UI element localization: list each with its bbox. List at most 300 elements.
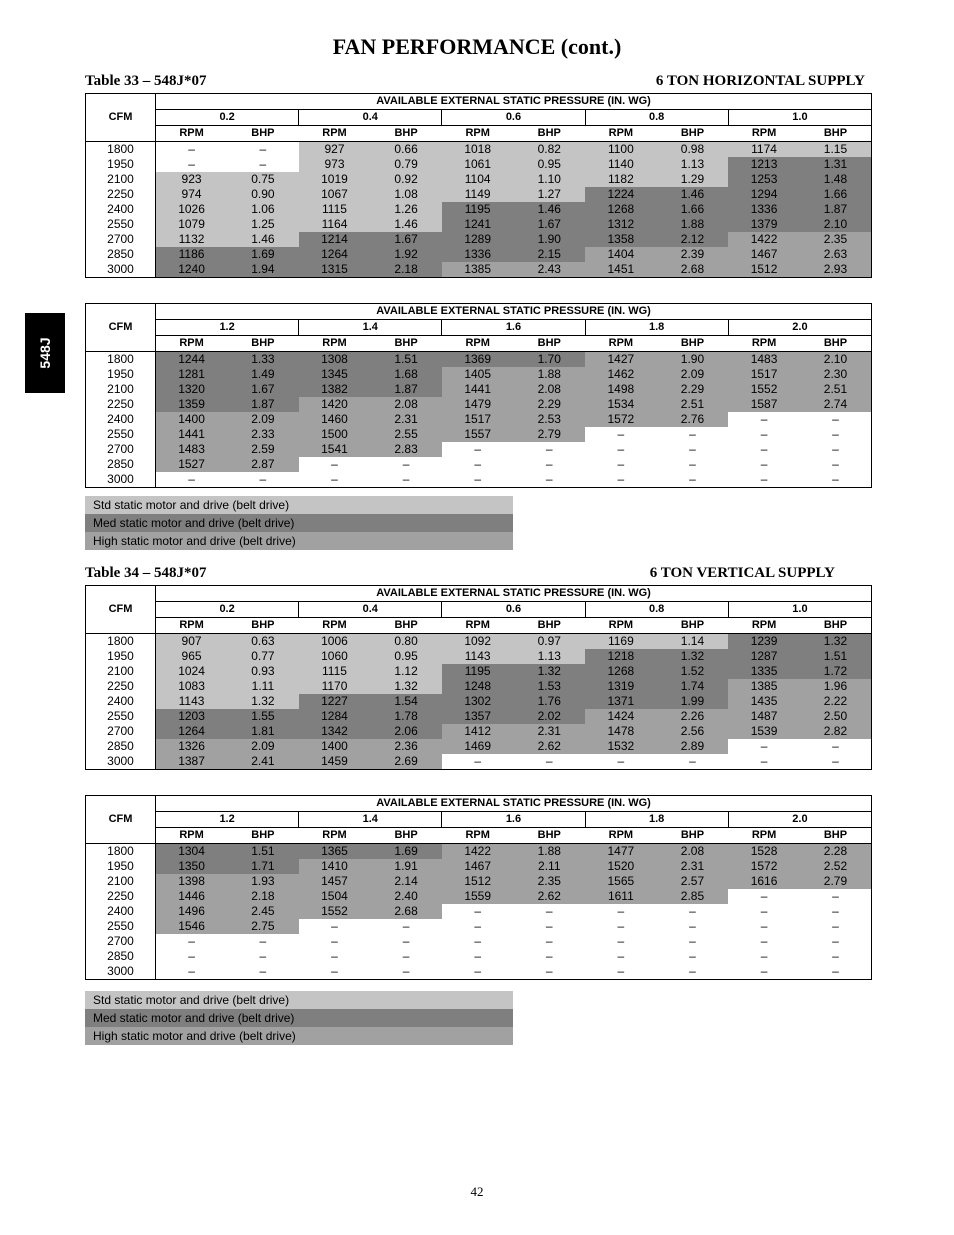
bhp-cell: 1.14 — [657, 634, 729, 650]
rpm-cell: 1552 — [299, 904, 371, 919]
rpm-cell: – — [299, 472, 371, 488]
pressure-header: AVAILABLE EXTERNAL STATIC PRESSURE (IN. WG) — [156, 796, 872, 812]
table-row — [86, 964, 872, 980]
bhp-cell: 2.18 — [370, 262, 442, 278]
bhp-cell: 2.59 — [227, 442, 299, 457]
bhp-cell: 2.74 — [800, 397, 872, 412]
rpm-cell: – — [585, 457, 657, 472]
rpm-cell: 1357 — [442, 709, 514, 724]
rpm-cell: 1467 — [728, 247, 800, 262]
pressure-value: 0.2 — [156, 602, 299, 618]
rpm-cell: 1371 — [585, 694, 657, 709]
rpm-cell: 1616 — [728, 874, 800, 889]
bhp-cell: – — [513, 919, 585, 934]
table-row — [86, 724, 872, 739]
rpm-cell: 1083 — [156, 679, 228, 694]
rpm-cell: – — [585, 919, 657, 934]
bhp-cell: 1.91 — [370, 859, 442, 874]
rpm-cell: 1496 — [156, 904, 228, 919]
cfm-cell: 2400 — [86, 202, 156, 217]
rpm-cell: 1244 — [156, 352, 228, 368]
rpm-cell: 1422 — [442, 844, 514, 860]
bhp-header: BHP — [657, 336, 729, 352]
pressure-row — [86, 320, 872, 336]
cfm-cell: 2250 — [86, 397, 156, 412]
cfm-cell: 2550 — [86, 427, 156, 442]
rpm-cell: 1446 — [156, 889, 228, 904]
bhp-cell: 1.70 — [513, 352, 585, 368]
rpm-cell: 1469 — [442, 739, 514, 754]
rpm-cell: 1079 — [156, 217, 228, 232]
bhp-cell: – — [227, 142, 299, 158]
table-row — [86, 352, 872, 368]
rpm-cell: 1268 — [585, 664, 657, 679]
rpm-cell: 1174 — [728, 142, 800, 158]
rpm-cell: 1365 — [299, 844, 371, 860]
bhp-cell: – — [657, 427, 729, 442]
bhp-cell: 2.56 — [657, 724, 729, 739]
bhp-cell: 2.63 — [800, 247, 872, 262]
rpm-header: RPM — [728, 828, 800, 844]
bhp-cell: 1.13 — [657, 157, 729, 172]
bhp-cell: – — [513, 472, 585, 488]
rpm-cell: 1350 — [156, 859, 228, 874]
rpm-cell: 1104 — [442, 172, 514, 187]
rpm-header: RPM — [442, 126, 514, 142]
bhp-cell: – — [227, 157, 299, 172]
cfm-cell: 1800 — [86, 142, 156, 158]
table-row — [86, 694, 872, 709]
bhp-cell: 1.08 — [370, 187, 442, 202]
rpm-cell: 1498 — [585, 382, 657, 397]
rpm-cell: – — [728, 934, 800, 949]
pressure-value: 1.8 — [585, 320, 728, 336]
table-row — [86, 157, 872, 172]
rpm-cell: 1398 — [156, 874, 228, 889]
bhp-cell: 1.87 — [227, 397, 299, 412]
bhp-cell: 2.02 — [513, 709, 585, 724]
cfm-cell: 1800 — [86, 634, 156, 650]
rpm-cell: – — [442, 472, 514, 488]
rpm-cell: 1264 — [156, 724, 228, 739]
rpm-cell: – — [442, 919, 514, 934]
bhp-cell: 2.85 — [657, 889, 729, 904]
table-row — [86, 739, 872, 754]
rpm-cell: 1308 — [299, 352, 371, 368]
bhp-cell: 2.29 — [513, 397, 585, 412]
rpm-cell: 1253 — [728, 172, 800, 187]
bhp-cell: 2.15 — [513, 247, 585, 262]
rpm-cell: – — [299, 457, 371, 472]
rpm-header: RPM — [585, 126, 657, 142]
rpm-cell: 927 — [299, 142, 371, 158]
bhp-cell: 1.88 — [513, 367, 585, 382]
rpm-cell: 1483 — [728, 352, 800, 368]
legend-high: High static motor and drive (belt drive) — [85, 532, 513, 550]
cfm-cell: 2850 — [86, 247, 156, 262]
bhp-cell: 1.33 — [227, 352, 299, 368]
table-row — [86, 397, 872, 412]
bhp-cell: 1.55 — [227, 709, 299, 724]
rpm-cell: – — [728, 472, 800, 488]
rpm-cell: 1214 — [299, 232, 371, 247]
pressure-row — [86, 602, 872, 618]
rpm-cell: 1565 — [585, 874, 657, 889]
rpm-cell: 1611 — [585, 889, 657, 904]
bhp-header: BHP — [513, 828, 585, 844]
rpm-cell: 1400 — [156, 412, 228, 427]
bhp-cell: 2.31 — [513, 724, 585, 739]
rpm-cell: 1203 — [156, 709, 228, 724]
rpm-cell: – — [156, 472, 228, 488]
cfm-cell: 2850 — [86, 949, 156, 964]
bhp-cell: 1.32 — [513, 664, 585, 679]
bhp-cell: 2.30 — [800, 367, 872, 382]
bhp-cell: 2.06 — [370, 724, 442, 739]
rpm-cell: 1369 — [442, 352, 514, 368]
table-33-subtitle: 6 TON HORIZONTAL SUPPLY — [655, 73, 865, 89]
bhp-cell: 2.41 — [227, 754, 299, 770]
table-33-part-2 — [85, 303, 872, 488]
bhp-cell: – — [657, 964, 729, 980]
cfm-header: CFM — [86, 304, 156, 352]
pressure-value: 0.4 — [299, 110, 442, 126]
rpm-cell: 1289 — [442, 232, 514, 247]
side-tab — [25, 313, 65, 393]
bhp-cell: 2.68 — [370, 904, 442, 919]
rpm-cell: – — [585, 472, 657, 488]
table-row — [86, 859, 872, 874]
bhp-cell: 2.62 — [513, 889, 585, 904]
rpm-header: RPM — [442, 336, 514, 352]
legend-2 — [85, 991, 513, 1045]
rpm-cell: – — [728, 442, 800, 457]
bhp-cell: 2.87 — [227, 457, 299, 472]
bhp-header: BHP — [800, 618, 872, 634]
bhp-cell: 2.08 — [513, 382, 585, 397]
bhp-cell: 1.12 — [370, 664, 442, 679]
bhp-cell: – — [800, 964, 872, 980]
bhp-cell: 2.10 — [800, 217, 872, 232]
rpm-cell: 1345 — [299, 367, 371, 382]
bhp-cell: – — [800, 412, 872, 427]
rpm-cell: 1302 — [442, 694, 514, 709]
header-row — [86, 304, 872, 320]
table-row — [86, 262, 872, 278]
unit-row — [86, 618, 872, 634]
bhp-cell: 1.32 — [800, 634, 872, 650]
rpm-cell: – — [299, 919, 371, 934]
table-row — [86, 472, 872, 488]
bhp-cell: 0.63 — [227, 634, 299, 650]
bhp-cell: 1.46 — [370, 217, 442, 232]
bhp-cell: 1.90 — [657, 352, 729, 368]
bhp-cell: 1.49 — [227, 367, 299, 382]
pressure-value: 1.2 — [156, 320, 299, 336]
rpm-cell: 1441 — [442, 382, 514, 397]
rpm-cell: 1264 — [299, 247, 371, 262]
rpm-cell: 1240 — [156, 262, 228, 278]
rpm-cell: – — [728, 964, 800, 980]
table-row — [86, 442, 872, 457]
rpm-cell: 1412 — [442, 724, 514, 739]
table-row — [86, 664, 872, 679]
bhp-cell: 2.43 — [513, 262, 585, 278]
rpm-cell: 1359 — [156, 397, 228, 412]
bhp-cell: 2.31 — [657, 859, 729, 874]
bhp-cell: 2.50 — [800, 709, 872, 724]
rpm-cell: 1382 — [299, 382, 371, 397]
rpm-cell: 1336 — [442, 247, 514, 262]
rpm-cell: 1304 — [156, 844, 228, 860]
rpm-cell: 1061 — [442, 157, 514, 172]
bhp-cell: 1.81 — [227, 724, 299, 739]
bhp-cell: – — [800, 919, 872, 934]
bhp-cell: – — [370, 457, 442, 472]
pressure-value: 1.0 — [728, 110, 871, 126]
rpm-cell: 1019 — [299, 172, 371, 187]
rpm-header: RPM — [299, 828, 371, 844]
rpm-cell: 1512 — [442, 874, 514, 889]
bhp-cell: – — [800, 739, 872, 754]
table-34-part-1 — [85, 585, 872, 770]
legend-med: Med static motor and drive (belt drive) — [85, 1009, 513, 1027]
bhp-cell: – — [657, 934, 729, 949]
bhp-cell: 2.69 — [370, 754, 442, 770]
bhp-cell: 2.11 — [513, 859, 585, 874]
rpm-cell: 1552 — [728, 382, 800, 397]
rpm-cell: 923 — [156, 172, 228, 187]
table-34-title: Table 34 – 548J*07 — [85, 565, 207, 581]
rpm-cell: – — [585, 904, 657, 919]
rpm-cell: 1587 — [728, 397, 800, 412]
bhp-cell: 1.32 — [227, 694, 299, 709]
bhp-cell: 0.98 — [657, 142, 729, 158]
cfm-cell: 3000 — [86, 754, 156, 770]
bhp-cell: – — [657, 754, 729, 770]
legend-std: Std static motor and drive (belt drive) — [85, 991, 513, 1009]
bhp-cell: 1.67 — [227, 382, 299, 397]
bhp-cell: – — [800, 472, 872, 488]
cfm-cell: 3000 — [86, 262, 156, 278]
bhp-cell: 2.08 — [657, 844, 729, 860]
rpm-cell: 1268 — [585, 202, 657, 217]
rpm-cell: 1528 — [728, 844, 800, 860]
table-row — [86, 427, 872, 442]
rpm-cell: 1441 — [156, 427, 228, 442]
bhp-cell: – — [657, 472, 729, 488]
pressure-value: 0.4 — [299, 602, 442, 618]
bhp-cell: – — [513, 442, 585, 457]
rpm-cell: – — [442, 442, 514, 457]
bhp-cell: 0.66 — [370, 142, 442, 158]
bhp-cell: 1.76 — [513, 694, 585, 709]
rpm-cell: 1572 — [728, 859, 800, 874]
bhp-cell: 1.94 — [227, 262, 299, 278]
bhp-cell: 2.33 — [227, 427, 299, 442]
rpm-cell: – — [156, 949, 228, 964]
rpm-cell: 1315 — [299, 262, 371, 278]
bhp-cell: 1.69 — [227, 247, 299, 262]
cfm-cell: 2100 — [86, 874, 156, 889]
cfm-cell: 2250 — [86, 679, 156, 694]
rpm-cell: 1487 — [728, 709, 800, 724]
bhp-cell: 2.09 — [227, 412, 299, 427]
rpm-header: RPM — [585, 828, 657, 844]
table-row — [86, 367, 872, 382]
bhp-cell: 1.96 — [800, 679, 872, 694]
rpm-cell: 1060 — [299, 649, 371, 664]
bhp-cell: 2.09 — [657, 367, 729, 382]
rpm-cell: – — [442, 904, 514, 919]
bhp-cell: 1.54 — [370, 694, 442, 709]
unit-row — [86, 336, 872, 352]
bhp-cell: 0.97 — [513, 634, 585, 650]
cfm-header: CFM — [86, 586, 156, 634]
bhp-cell: – — [513, 904, 585, 919]
pressure-row — [86, 110, 872, 126]
rpm-cell: 1541 — [299, 442, 371, 457]
bhp-cell: 2.53 — [513, 412, 585, 427]
cfm-cell: 1950 — [86, 859, 156, 874]
cfm-header: CFM — [86, 796, 156, 844]
rpm-cell: 1517 — [442, 412, 514, 427]
rpm-cell: 1462 — [585, 367, 657, 382]
rpm-cell: – — [728, 427, 800, 442]
bhp-cell: 2.28 — [800, 844, 872, 860]
rpm-cell: 1532 — [585, 739, 657, 754]
pressure-value: 1.2 — [156, 812, 299, 828]
pressure-header: AVAILABLE EXTERNAL STATIC PRESSURE (IN. WG) — [156, 94, 872, 110]
rpm-cell: 1342 — [299, 724, 371, 739]
cfm-cell: 2850 — [86, 739, 156, 754]
rpm-header: RPM — [728, 126, 800, 142]
rpm-cell: 1520 — [585, 859, 657, 874]
bhp-cell: 1.71 — [227, 859, 299, 874]
bhp-cell: 2.62 — [513, 739, 585, 754]
rpm-cell: 1335 — [728, 664, 800, 679]
bhp-cell: – — [513, 949, 585, 964]
bhp-cell: 0.82 — [513, 142, 585, 158]
rpm-cell: 1213 — [728, 157, 800, 172]
bhp-cell: 1.13 — [513, 649, 585, 664]
rpm-cell: 1224 — [585, 187, 657, 202]
legend-1 — [85, 496, 513, 550]
pressure-value: 0.8 — [585, 110, 728, 126]
rpm-cell: 1467 — [442, 859, 514, 874]
bhp-header: BHP — [370, 618, 442, 634]
bhp-cell: 2.14 — [370, 874, 442, 889]
bhp-cell: 0.77 — [227, 649, 299, 664]
bhp-cell: 2.26 — [657, 709, 729, 724]
bhp-cell: 2.36 — [370, 739, 442, 754]
rpm-header: RPM — [442, 618, 514, 634]
page-number: 42 — [470, 1184, 484, 1199]
table-34-subtitle: 6 TON VERTICAL SUPPLY — [649, 565, 835, 581]
rpm-cell: 1539 — [728, 724, 800, 739]
bhp-cell: – — [800, 889, 872, 904]
rpm-cell: 1385 — [442, 262, 514, 278]
table-row — [86, 217, 872, 232]
rpm-cell: 1427 — [585, 352, 657, 368]
pressure-header: AVAILABLE EXTERNAL STATIC PRESSURE (IN. WG) — [156, 304, 872, 320]
bhp-header: BHP — [370, 126, 442, 142]
rpm-cell: 1379 — [728, 217, 800, 232]
bhp-cell: 1.68 — [370, 367, 442, 382]
bhp-cell: 0.92 — [370, 172, 442, 187]
bhp-header: BHP — [227, 828, 299, 844]
rpm-cell: 1149 — [442, 187, 514, 202]
bhp-cell: 2.09 — [227, 739, 299, 754]
rpm-cell: 1143 — [442, 649, 514, 664]
rpm-cell: – — [442, 964, 514, 980]
bhp-cell: 2.82 — [800, 724, 872, 739]
bhp-header: BHP — [227, 126, 299, 142]
rpm-cell: 1559 — [442, 889, 514, 904]
bhp-cell: – — [800, 457, 872, 472]
cfm-cell: 2550 — [86, 919, 156, 934]
rpm-cell: – — [442, 949, 514, 964]
bhp-cell: 2.52 — [800, 859, 872, 874]
pressure-row — [86, 812, 872, 828]
bhp-cell: 1.51 — [227, 844, 299, 860]
rpm-cell: 1140 — [585, 157, 657, 172]
bhp-cell: – — [370, 472, 442, 488]
table-row — [86, 634, 872, 650]
rpm-cell: – — [728, 949, 800, 964]
bhp-cell: 2.31 — [370, 412, 442, 427]
bhp-header: BHP — [227, 336, 299, 352]
bhp-cell: 2.93 — [800, 262, 872, 278]
bhp-cell: 1.67 — [513, 217, 585, 232]
rpm-cell: 1006 — [299, 634, 371, 650]
table-row — [86, 754, 872, 770]
rpm-cell: – — [156, 142, 228, 158]
rpm-header: RPM — [728, 618, 800, 634]
bhp-cell: 2.12 — [657, 232, 729, 247]
rpm-cell: 1169 — [585, 634, 657, 650]
pressure-value: 2.0 — [728, 812, 871, 828]
rpm-cell: – — [728, 739, 800, 754]
table-34-caption — [85, 565, 865, 583]
bhp-header: BHP — [657, 126, 729, 142]
bhp-cell: – — [227, 472, 299, 488]
rpm-cell: – — [728, 457, 800, 472]
cfm-cell: 2700 — [86, 724, 156, 739]
header-row — [86, 796, 872, 812]
cfm-cell: 2700 — [86, 934, 156, 949]
bhp-cell: 2.51 — [657, 397, 729, 412]
cfm-cell: 2100 — [86, 382, 156, 397]
rpm-header: RPM — [299, 126, 371, 142]
bhp-cell: 1.72 — [800, 664, 872, 679]
bhp-cell: – — [800, 949, 872, 964]
rpm-cell: – — [728, 754, 800, 770]
pressure-value: 0.6 — [442, 602, 585, 618]
rpm-cell: 1218 — [585, 649, 657, 664]
bhp-cell: 1.32 — [370, 679, 442, 694]
rpm-cell: – — [585, 934, 657, 949]
rpm-cell: 1385 — [728, 679, 800, 694]
pressure-value: 1.0 — [728, 602, 871, 618]
table-row — [86, 142, 872, 158]
bhp-cell: 0.95 — [370, 649, 442, 664]
bhp-cell: 0.93 — [227, 664, 299, 679]
bhp-cell: 2.89 — [657, 739, 729, 754]
pressure-value: 1.4 — [299, 812, 442, 828]
cfm-cell: 2400 — [86, 412, 156, 427]
bhp-cell: 2.39 — [657, 247, 729, 262]
